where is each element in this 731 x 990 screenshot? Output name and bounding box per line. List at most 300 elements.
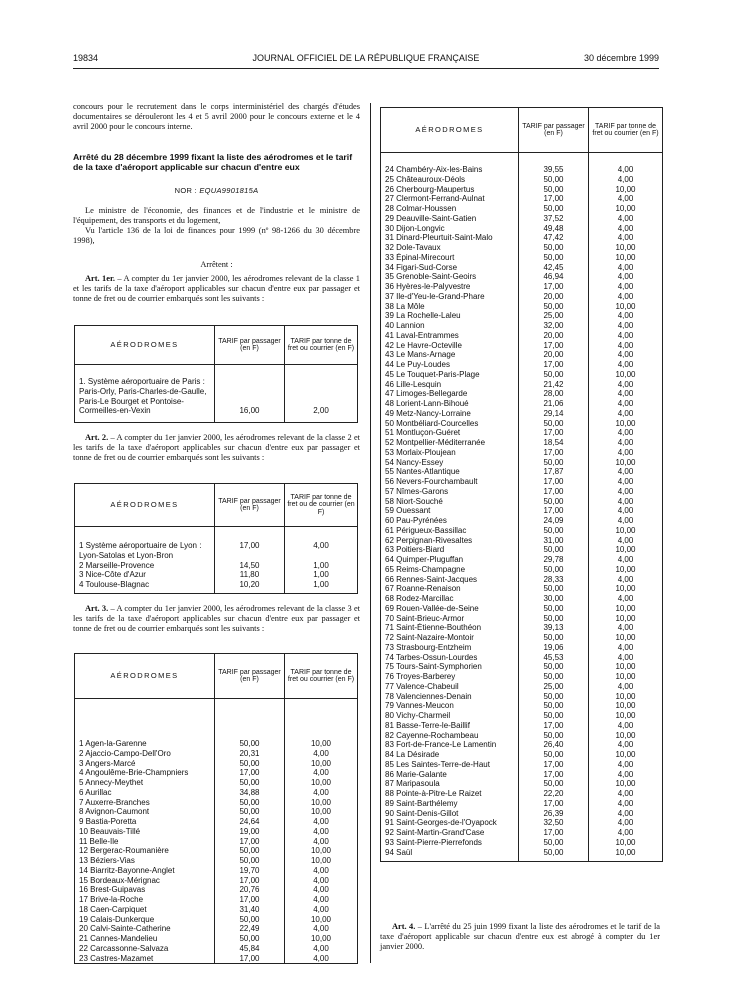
tarif-passager-value: 17,00: [215, 768, 285, 778]
article-3: [73, 604, 360, 634]
intro-text: concours pour le recrutement dans le corps interministériel des chargés d'études documentaires se dérouleront les 4 et 5 avril 2000 pour le concours externe et le 4 avril 2000 pour le concours interne.: [73, 102, 360, 131]
aerodrome-name: 83 Fort-de-France-Le Lamentin: [381, 740, 519, 750]
tarif-passager-value: 17,00: [519, 360, 589, 370]
tarif-passager-value: 50,00: [215, 759, 285, 769]
tarif-passager-value: 17,00: [519, 194, 589, 204]
table-row: [381, 721, 663, 731]
aerodrome-name: 53 Morlaix-Ploujean: [381, 448, 519, 458]
aerodrome-name: 20 Calvi-Sainte-Catherine: [75, 924, 215, 934]
tarif-fret-value: 4,00: [589, 282, 663, 292]
tarif-fret-value: 4,00: [285, 827, 358, 837]
table-row: [381, 467, 663, 477]
aerodrome-name: 64 Quimper-Pluguffan: [381, 555, 519, 565]
ministre-text: Le ministre de l'économie, des finances et de l'industrie et le ministre de l'équipement, des transports et du logement,: [73, 206, 360, 225]
table-row: [75, 846, 358, 856]
tarif-fret-value: 10,00: [589, 848, 663, 862]
table-row: [381, 828, 663, 838]
aerodrome-name: 34 Figari-Sud-Corse: [381, 263, 519, 273]
tarif-passager-value: 46,94: [519, 272, 589, 282]
tarif-passager-value: 50,00: [215, 778, 285, 788]
header-tarif-passager: TARIF par passager (en F): [519, 108, 589, 153]
aerodrome-name: 15 Bordeaux-Mérignac: [75, 876, 215, 886]
tarif-passager-value: 50,00: [519, 302, 589, 312]
aerodrome-name: 65 Reims-Champagne: [381, 565, 519, 575]
table-class-3: [74, 653, 358, 964]
tarif-fret-value: 4,00: [589, 682, 663, 692]
tarif-passager-value: 50,00: [519, 526, 589, 536]
aerodrome-name: 30 Dijon-Longvic: [381, 224, 519, 234]
tarif-fret-value: 10,00: [589, 711, 663, 721]
aerodrome-name: 59 Ouessant: [381, 506, 519, 516]
tarif-fret-value: 10,00: [589, 838, 663, 848]
aerodrome-name: 14 Biarritz-Bayonne-Anglet: [75, 866, 215, 876]
header-tarif-passager: TARIF par passager (en F): [215, 326, 285, 365]
tarif-passager-value: 50,00: [519, 545, 589, 555]
table-row: [381, 292, 663, 302]
tarif-fret-value: 1,00: [285, 561, 358, 571]
tarif-passager-value: 16,00: [215, 377, 285, 423]
table-row: [381, 682, 663, 692]
table-row: [75, 807, 358, 817]
tarif-fret-value: 4,00: [285, 768, 358, 778]
aerodrome-name: 76 Troyes-Barberey: [381, 672, 519, 682]
tarif-fret-value: 4,00: [589, 643, 663, 653]
tarif-passager-value: 32,00: [519, 321, 589, 331]
header-tarif-fret: TARIF par tonne de fret ou courrier (en F): [589, 108, 663, 153]
tarif-passager-value: 18,54: [519, 438, 589, 448]
tarif-passager-value: 29,78: [519, 555, 589, 565]
aerodrome-name: 70 Saint-Brieuc-Armor: [381, 614, 519, 624]
tarif-passager-value: 37,52: [519, 214, 589, 224]
tarif-fret-value: 4,00: [589, 292, 663, 302]
tarif-fret-value: 4,00: [589, 399, 663, 409]
table-row: [381, 341, 663, 351]
tarif-fret-value: 4,00: [285, 866, 358, 876]
table-row: [75, 580, 358, 593]
tarif-fret-value: 4,00: [285, 837, 358, 847]
tarif-passager-value: 17,00: [215, 895, 285, 905]
table-row: [381, 477, 663, 487]
tarif-fret-value: 4,00: [589, 214, 663, 224]
table-row: [381, 740, 663, 750]
table-row: [75, 915, 358, 925]
tarif-fret-value: 10,00: [285, 759, 358, 769]
aerodrome-name: 25 Châteauroux-Déols: [381, 175, 519, 185]
tarif-passager-value: 25,00: [519, 311, 589, 321]
aerodrome-name: 3 Nice-Côte d'Azur: [75, 570, 215, 580]
tarif-passager-value: 26,40: [519, 740, 589, 750]
tarif-passager-value: 17,00: [215, 541, 285, 561]
preamble: [73, 206, 360, 246]
tarif-fret-value: 4,00: [285, 954, 358, 964]
table-row: [381, 214, 663, 224]
tarif-fret-value: 10,00: [589, 633, 663, 643]
tarif-passager-value: 50,00: [519, 750, 589, 760]
aerodrome-name: 46 Lille-Lesquin: [381, 380, 519, 390]
tarif-fret-value: 4,00: [589, 516, 663, 526]
aerodrome-name: 28 Colmar-Houssen: [381, 204, 519, 214]
aerodrome-name: 63 Poitiers-Biard: [381, 545, 519, 555]
tarif-fret-value: 4,00: [589, 653, 663, 663]
tarif-passager-value: 20,00: [519, 331, 589, 341]
tarif-passager-value: 17,00: [215, 837, 285, 847]
tarif-passager-value: 50,00: [519, 243, 589, 253]
table-row: [381, 282, 663, 292]
tarif-fret-value: 10,00: [285, 915, 358, 925]
tarif-passager-value: 50,00: [519, 204, 589, 214]
aerodrome-name: 81 Basse-Terre-le-Baillif: [381, 721, 519, 731]
aerodrome-name: 45 Le Touquet-Paris-Plage: [381, 370, 519, 380]
journal-title: JOURNAL OFFICIEL DE LA RÉPUBLIQUE FRANÇAISE: [252, 53, 480, 63]
table-row: [381, 204, 663, 214]
tarif-passager-value: 50,00: [519, 458, 589, 468]
tarif-fret-value: 4,00: [589, 272, 663, 282]
aerodrome-name: 89 Saint-Barthélemy: [381, 799, 519, 809]
aerodrome-name: 40 Lannion: [381, 321, 519, 331]
tarif-fret-value: 10,00: [589, 604, 663, 614]
table-row: [381, 779, 663, 789]
tarif-fret-value: 10,00: [285, 798, 358, 808]
tarif-passager-value: 19,00: [215, 827, 285, 837]
aerodrome-name: 21 Cannes-Mandelieu: [75, 934, 215, 944]
column-separator: [370, 103, 371, 963]
tarif-fret-value: 10,00: [589, 692, 663, 702]
table-row: [381, 604, 663, 614]
table-row: [381, 848, 663, 862]
table-row: [381, 428, 663, 438]
art1-text: – A compter du 1er janvier 2000, les aérodromes relevant de la classe 1 et les tarifs de la taxe d'aéroport applicables sur chacun d'entre eux par passager et tonne de fret ou de courrier embarqués sont les suivants :: [73, 274, 360, 303]
table-row: [381, 750, 663, 760]
tarif-passager-value: 17,00: [519, 770, 589, 780]
aerodrome-name: 8 Avignon-Caumont: [75, 807, 215, 817]
tarif-fret-value: 4,00: [589, 194, 663, 204]
article-1: [73, 274, 360, 304]
aerodrome-name: 31 Dinard-Pleurtuit-Saint-Malo: [381, 233, 519, 243]
aerodrome-name: 84 La Désirade: [381, 750, 519, 760]
tarif-fret-value: 10,00: [589, 253, 663, 263]
tarif-passager-value: 50,00: [519, 662, 589, 672]
tarif-fret-value: 10,00: [589, 584, 663, 594]
aerodrome-name: 90 Saint-Denis-Gillot: [381, 809, 519, 819]
tarif-fret-value: 4,00: [589, 477, 663, 487]
tarif-fret-value: 4,00: [589, 263, 663, 273]
tarif-passager-value: 20,76: [215, 885, 285, 895]
table-row: [381, 575, 663, 585]
aerodrome-name: 77 Valence-Chabeuil: [381, 682, 519, 692]
tarif-passager-value: 17,00: [519, 428, 589, 438]
tarif-passager-value: 25,00: [519, 682, 589, 692]
tarif-passager-value: 50,00: [519, 253, 589, 263]
tarif-passager-value: 50,00: [519, 711, 589, 721]
aerodrome-name: 56 Nevers-Fourchambault: [381, 477, 519, 487]
tarif-fret-value: 10,00: [589, 565, 663, 575]
tarif-fret-value: 10,00: [589, 419, 663, 429]
tarif-fret-value: 4,00: [589, 380, 663, 390]
tarif-passager-value: 50,00: [519, 633, 589, 643]
tarif-passager-value: 50,00: [215, 934, 285, 944]
tarif-passager-value: 29,14: [519, 409, 589, 419]
aerodrome-name: 60 Pau-Pyrénées: [381, 516, 519, 526]
art4-label: Art. 4.: [392, 922, 416, 931]
header-aerodromes: AÉRODROMES: [75, 654, 215, 699]
tarif-passager-value: 17,00: [519, 799, 589, 809]
tarif-fret-value: 4,00: [589, 224, 663, 234]
tarif-passager-value: 50,00: [519, 692, 589, 702]
aerodrome-name: 49 Metz-Nancy-Lorraine: [381, 409, 519, 419]
tarif-passager-value: 50,00: [519, 614, 589, 624]
tarif-fret-value: 1,00: [285, 580, 358, 593]
aerodrome-name: 37 Ile-d'Yeu-le-Grand-Phare: [381, 292, 519, 302]
tarif-passager-value: 50,00: [215, 856, 285, 866]
table-row: [75, 876, 358, 886]
tarif-fret-value: 10,00: [589, 370, 663, 380]
table-row: [75, 541, 358, 561]
tarif-passager-value: 50,00: [215, 798, 285, 808]
table-row: [75, 934, 358, 944]
tarif-fret-value: 4,00: [285, 788, 358, 798]
tarif-passager-value: 17,00: [519, 828, 589, 838]
table-row: [381, 243, 663, 253]
aerodrome-name: 41 Laval-Entrammes: [381, 331, 519, 341]
tarif-fret-value: 4,00: [589, 311, 663, 321]
header-aerodromes: AÉRODROMES: [75, 326, 215, 365]
table-row: [381, 526, 663, 536]
aerodrome-name: 38 La Môle: [381, 302, 519, 312]
aerodrome-name: 78 Valenciennes-Denain: [381, 692, 519, 702]
tarif-passager-value: 50,00: [519, 672, 589, 682]
tarif-passager-value: 30,00: [519, 594, 589, 604]
tarif-passager-value: 17,00: [519, 448, 589, 458]
table-row: [75, 739, 358, 749]
tarif-passager-value: 17,00: [519, 506, 589, 516]
nor-code: EQUA9901815A: [199, 186, 259, 195]
aerodrome-name: 5 Annecy-Meythet: [75, 778, 215, 788]
tarif-passager-value: 19,70: [215, 866, 285, 876]
tarif-passager-value: 39,13: [519, 623, 589, 633]
table-row: [381, 448, 663, 458]
tarif-passager-value: 31,40: [215, 905, 285, 915]
tarif-passager-value: 28,00: [519, 389, 589, 399]
table-row: [381, 809, 663, 819]
aerodrome-name: 33 Épinal-Mirecourt: [381, 253, 519, 263]
tarif-passager-value: 17,00: [519, 721, 589, 731]
article-2: [73, 433, 360, 463]
table-class-3-continued: [380, 107, 663, 862]
tarif-fret-value: 10,00: [285, 856, 358, 866]
art2-text: – A compter du 1er janvier 2000, les aérodromes relevant de la classe 2 et les tarifs de la taxe d'aéroport applicables sur chacun d'entre eux par passager et tonne de fret ou de courrier embarqués sont les suivants :: [73, 433, 360, 462]
art4-text: – L'arrêté du 25 juin 1999 fixant la liste des aérodromes et le tarif de la taxe d'aéroport applicable sur chacun d'entre eux est abrogé à compter du 1er janvier 2000.: [380, 922, 660, 951]
tarif-passager-value: 14,50: [215, 561, 285, 571]
aerodrome-name: 93 Saint-Pierre-Pierrefonds: [381, 838, 519, 848]
tarif-fret-value: 4,00: [285, 876, 358, 886]
table-row: [75, 866, 358, 876]
aerodrome-name: 80 Vichy-Charmeil: [381, 711, 519, 721]
tarif-fret-value: 4,00: [589, 165, 663, 175]
aerodrome-name: 7 Auxerre-Branches: [75, 798, 215, 808]
tarif-fret-value: 10,00: [285, 739, 358, 749]
header-tarif-fret: TARIF par tonne de fret ou courrier (en F): [285, 326, 358, 365]
table-row: [381, 516, 663, 526]
aerodrome-name: 66 Rennes-Saint-Jacques: [381, 575, 519, 585]
tarif-passager-value: 50,00: [519, 848, 589, 862]
table-row: [381, 643, 663, 653]
aerodrome-name: 18 Caen-Carpiquet: [75, 905, 215, 915]
table-row: [381, 506, 663, 516]
art1-label: Art. 1er.: [85, 274, 115, 283]
aerodrome-name: 69 Rouen-Vallée-de-Seine: [381, 604, 519, 614]
aerodrome-name: 55 Nantes-Atlantique: [381, 467, 519, 477]
tarif-passager-value: 20,00: [519, 350, 589, 360]
tarif-fret-value: 1,00: [285, 570, 358, 580]
table-row: [381, 263, 663, 273]
tarif-passager-value: 50,00: [215, 846, 285, 856]
tarif-fret-value: 10,00: [285, 934, 358, 944]
table-row: [381, 458, 663, 468]
tarif-passager-value: 50,00: [519, 779, 589, 789]
table-row: [381, 770, 663, 780]
art3-label: Art. 3.: [85, 604, 109, 613]
tarif-fret-value: 4,00: [589, 233, 663, 243]
tarif-fret-value: 4,00: [589, 623, 663, 633]
tarif-fret-value: 4,00: [589, 828, 663, 838]
tarif-passager-value: 50,00: [519, 185, 589, 195]
tarif-fret-value: 4,00: [589, 740, 663, 750]
tarif-passager-value: 50,00: [519, 584, 589, 594]
tarif-passager-value: 28,33: [519, 575, 589, 585]
tarif-passager-value: 31,00: [519, 536, 589, 546]
aerodrome-name: 13 Béziers-Vias: [75, 856, 215, 866]
tarif-fret-value: 4,00: [285, 817, 358, 827]
tarif-fret-value: 10,00: [589, 614, 663, 624]
aerodrome-name: 86 Marie-Galante: [381, 770, 519, 780]
table-row: [381, 487, 663, 497]
tarif-fret-value: 4,00: [589, 389, 663, 399]
aerodrome-name: 1 Système aéroportuaire de Lyon : Lyon-Satolas et Lyon-Bron: [75, 541, 215, 561]
table-row: [75, 377, 358, 423]
tarif-fret-value: 10,00: [589, 302, 663, 312]
page-header: [73, 53, 659, 67]
aerodrome-name: 72 Saint-Nazaire-Montoir: [381, 633, 519, 643]
table-row: [381, 194, 663, 204]
aerodrome-name: 67 Roanne-Renaison: [381, 584, 519, 594]
aerodrome-name: 42 Le Havre-Octeville: [381, 341, 519, 351]
aerodrome-name: 22 Carcassonne-Salvaza: [75, 944, 215, 954]
aerodrome-name: 87 Maripasoula: [381, 779, 519, 789]
table-row: [75, 885, 358, 895]
table-row: [381, 360, 663, 370]
aerodrome-name: 62 Perpignan-Rivesaltes: [381, 536, 519, 546]
table-row: [381, 253, 663, 263]
table-row: [75, 837, 358, 847]
aerodrome-name: 68 Rodez-Marcillac: [381, 594, 519, 604]
aerodrome-name: 50 Montbéliard-Courcelles: [381, 419, 519, 429]
tarif-passager-value: 22,49: [215, 924, 285, 934]
tarif-passager-value: 17,00: [519, 282, 589, 292]
tarif-fret-value: 10,00: [589, 672, 663, 682]
aerodrome-name: 32 Dole-Tavaux: [381, 243, 519, 253]
table-row: [75, 954, 358, 964]
tarif-passager-value: 17,00: [519, 477, 589, 487]
aerodrome-name: 54 Nancy-Essey: [381, 458, 519, 468]
aerodrome-name: 39 La Rochelle-Laleu: [381, 311, 519, 321]
tarif-fret-value: 4,00: [285, 895, 358, 905]
tarif-fret-value: 4,00: [589, 575, 663, 585]
aerodrome-name: 29 Deauville-Saint-Gatien: [381, 214, 519, 224]
tarif-passager-value: 17,00: [215, 954, 285, 964]
tarif-fret-value: 4,00: [589, 438, 663, 448]
tarif-fret-value: 4,00: [589, 448, 663, 458]
table-row: [381, 497, 663, 507]
table-row: [75, 798, 358, 808]
aerodrome-name: 43 Le Mans-Arnage: [381, 350, 519, 360]
tarif-fret-value: 4,00: [285, 924, 358, 934]
tarif-passager-value: 50,00: [519, 604, 589, 614]
header-tarif-fret: TARIF par tonne de fret ou de courrier (en F): [285, 484, 358, 527]
tarif-passager-value: 21,06: [519, 399, 589, 409]
aerodrome-name: 1 Agen-la-Garenne: [75, 739, 215, 749]
aerodrome-name: 24 Chambéry-Aix-les-Bains: [381, 165, 519, 175]
aerodrome-name: 4 Toulouse-Blagnac: [75, 580, 215, 593]
tarif-fret-value: 4,00: [589, 536, 663, 546]
tarif-passager-value: 50,00: [519, 497, 589, 507]
tarif-passager-value: 17,87: [519, 467, 589, 477]
tarif-fret-value: 10,00: [589, 750, 663, 760]
table-row: [75, 827, 358, 837]
tarif-passager-value: 34,88: [215, 788, 285, 798]
aerodrome-name: 57 Nîmes-Garons: [381, 487, 519, 497]
aerodrome-name: 48 Lorient-Lann-Bihoué: [381, 399, 519, 409]
tarif-fret-value: 4,00: [589, 467, 663, 477]
aerodrome-name: 74 Tarbes-Ossun-Lourdes: [381, 653, 519, 663]
tarif-passager-value: 42,45: [519, 263, 589, 273]
table-row: [381, 185, 663, 195]
tarif-fret-value: 10,00: [589, 545, 663, 555]
table-row: [381, 224, 663, 234]
tarif-passager-value: 50,00: [215, 915, 285, 925]
table-row: [75, 759, 358, 769]
publication-date: 30 décembre 1999: [583, 53, 659, 63]
header-tarif-fret: TARIF par tonne de fret ou courrier (en F): [285, 654, 358, 699]
aerodrome-name: 9 Bastia-Poretta: [75, 817, 215, 827]
table-row: [381, 536, 663, 546]
table-row: [75, 905, 358, 915]
aerodrome-name: 35 Grenoble-Saint-Geoirs: [381, 272, 519, 282]
tarif-fret-value: 10,00: [589, 185, 663, 195]
table-row: [75, 749, 358, 759]
table-row: [381, 838, 663, 848]
tarif-fret-value: 10,00: [589, 701, 663, 711]
aerodrome-name: 85 Les Saintes-Terre-de-Haut: [381, 760, 519, 770]
table-row: [381, 272, 663, 282]
table-row: [381, 555, 663, 565]
arrete-title: Arrêté du 28 décembre 1999 fixant la liste des aérodromes et le tarif de la taxe d'aéroport applicable sur chacun d'entre eux: [73, 152, 353, 172]
aerodrome-name: 47 Limoges-Bellegarde: [381, 389, 519, 399]
table-row: [75, 856, 358, 866]
tarif-fret-value: 10,00: [589, 779, 663, 789]
aerodrome-name: 19 Calais-Dunkerque: [75, 915, 215, 925]
aerodrome-name: 71 Saint-Étienne-Bouthéon: [381, 623, 519, 633]
aerodrome-name: 36 Hyères-le-Palyvestre: [381, 282, 519, 292]
table-row: [381, 331, 663, 341]
aerodrome-name: 92 Saint-Martin-Grand'Case: [381, 828, 519, 838]
aerodrome-name: 16 Brest-Guipavas: [75, 885, 215, 895]
tarif-fret-value: 10,00: [285, 778, 358, 788]
tarif-fret-value: 4,00: [589, 555, 663, 565]
aerodrome-name: 4 Angoulême-Brie-Champniers: [75, 768, 215, 778]
table-row: [381, 623, 663, 633]
aerodrome-name: 61 Périgueux-Bassillac: [381, 526, 519, 536]
tarif-fret-value: 4,00: [589, 809, 663, 819]
